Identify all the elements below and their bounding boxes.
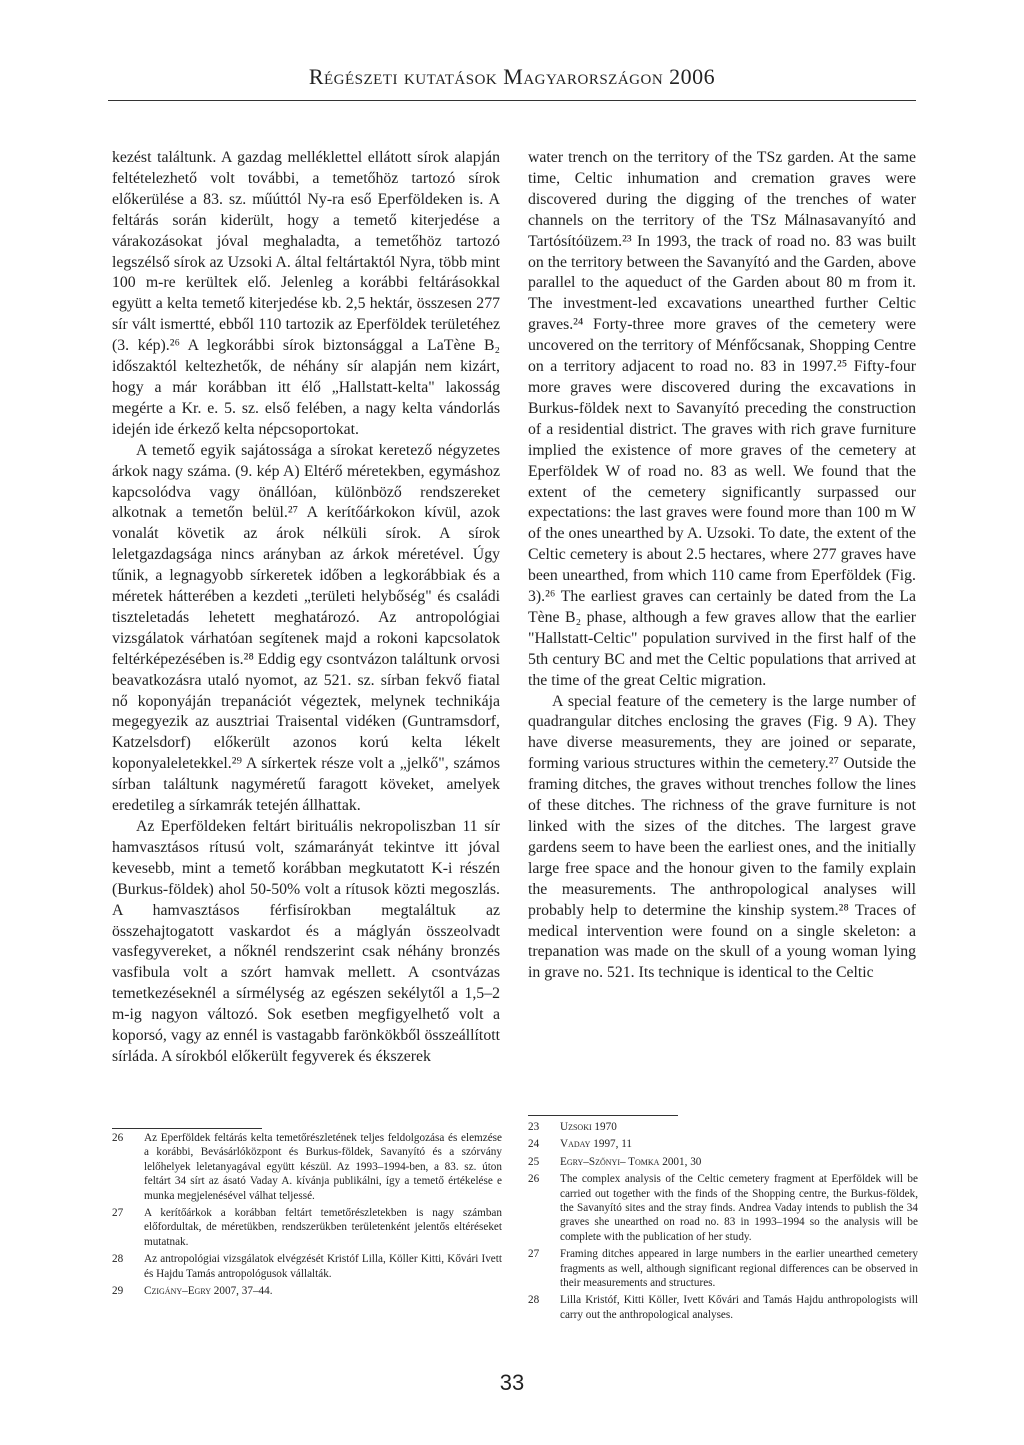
footnote-text: Vaday 1997, 11 <box>560 1138 632 1151</box>
paragraph: A temető egyik sajátossága a sírokat keretező négyzetes árkok nagy száma. (9. kép A) Eltérő méretekben, egymáshoz kapcsolódva vagy önállóan, különböző rendszereket alkotnak a temetőn belül.²⁷ A kerítőárkokon kívül, azok vonalát követik az árok nélküli sírok. A sírok leletgazdagsága nincs arányban az árkok méretével. Úgy tűnik, a legnagyobb sírkeretek időben a legkorábbiak és a méretek hátterében a kezdeti „területi helybőség" és családi tiszteletadás lehetett meghatározó. Az antropológiai vizsgálatok várhatóan segítenek majd a rokoni kapcsolatok feltérképezésében is.²⁸ Eddig egy csontvázon találtunk orvosi beavatkozásra utaló nyomot, az 521. sz. sírban fekvő fiatal nő koponyáján trepanációt végeztek, melynek technikája megegyezik az ausztriai Traisental vidéken (Guntramsdorf, Katzelsdorf) előkerült azonos korú kelta lékelt koponyaleletekkel.²⁹ A sírkertek része volt a „jelkő", számos sírban találtunk nagyméretű faragott köveket, amelyek eredetileg a sírkamrák tetején állhattak. <box>112 441 500 815</box>
footnote-number: 24 <box>528 1138 540 1151</box>
footnote-text: Lilla Kristóf, Kitti Köller, Ivett Kővári and Tamás Hajdu anthropologists will carry out the anthropological analyses. <box>560 1294 918 1321</box>
footnote-number: 27 <box>112 1207 124 1220</box>
footnote <box>112 1131 502 1203</box>
footnote-rule-right <box>528 1115 678 1116</box>
footnote <box>112 1252 502 1281</box>
footnote-text: Framing ditches appeared in large numbers in the earlier unearthed cemetery fragments as well, although significant regional differences can be observed in their measurements and structures. <box>560 1248 918 1290</box>
footnote <box>528 1155 918 1169</box>
page-number: 33 <box>499 1370 525 1395</box>
footnote-text: A kerítőárkok a korábban feltárt temetőrészletekben is nagy számban előfordultak, de méretükben, rendszerükben területenként jelentős eltéréseket mutatnak. <box>144 1207 502 1248</box>
running-header: Régészeti kutatások Magyarországon 2006 <box>308 64 716 89</box>
paragraph: Az Eperföldeken feltárt birituális nekropoliszban 11 sír hamvasztásos rítusú volt, számarányát tekintve itt jóval kevesebb, mint a temető korábban megkutatott K-i részén (Burkus-földek) ahol 50-50% volt a rítusok közti megoszlás. A hamvasztásos férfisírokban megtaláltuk az összehajtogatott vaskardot és a máglyán összeolvadt vasfegyvereket, a nőknél rendszerint csak néhány bronzés vasfibula volt a szórt hamvak mellett. A csontvázas temetkezéseknél a sírmélység az egészen sekélytől a 1,5–2 m-ig nagyon változó. Sok esetben megfigyelhető volt a koporsó, vagy az ennél is vastagabb farönkökből összeállított sírláda. A sírokból előkerült fegyverek és ékszerek <box>112 818 500 1065</box>
footnote-number: 28 <box>528 1294 540 1307</box>
footnote <box>528 1137 918 1151</box>
footnote-text: Az Eperföldek feltárás kelta temetőrészletének teljes feldolgozása és elemzése a korábbi, Bevásárlóközpont és Burkus-földek, Savanyító és a szórvány lelőhelyek leletanyagával együtt készül. Az 1993–1994-ben, a 83. sz. úton feltárt 34 sírt az ásató Vaday A. kívánja publikálni, így a temető értékelése e munka megjelenésével válhat teljessé. <box>144 1132 502 1202</box>
footnote <box>528 1247 918 1290</box>
footnote <box>528 1120 918 1134</box>
hungarian-text-column <box>112 148 500 1068</box>
footnote-number: 25 <box>528 1155 540 1168</box>
paragraph: A special feature of the cemetery is the large number of quadrangular ditches enclosing the graves (Fig. 9 A). They have diverse measurements, they are joined or separate, forming various structures within the cemetery.²⁷ Outside the framing ditches, the graves without trenches follow the lines of these ditches. The richness of the grave furniture is not linked with the sizes of the ditches. The largest grave gardens seem to have been the earliest ones, and the initially large free space and the honour given to the family explain the measurements. The anthropological analyses will probably help to determine the kinship system.²⁸ Traces of medical intervention were found on a single skeleton: a trepanation was made on the skull of a young woman lying in grave no. 521. Its technique is identical to the Celtic <box>528 692 916 982</box>
footnote-number: 29 <box>112 1285 124 1298</box>
footnote <box>528 1172 918 1244</box>
footnote-rule-left <box>112 1128 262 1129</box>
footnote <box>528 1293 918 1322</box>
footnote-number: 28 <box>112 1253 124 1266</box>
footnote-text: Czigány–Egry 2007, 37–44. <box>144 1285 273 1298</box>
paragraph: water trench on the territory of the TSz garden. At the same time, Celtic inhumation and cremation graves were discovered during the digging of the trenches of water channels on the territory of the TSz Málnasavanyító and Tartósítóüzem.²³ In 1993, the track of road no. 83 was built on the territory between the Savanyító and the Garden, above parallel to the aqueduct of the Garden about 80 m from it. The investment-led excavations unearthed further Celtic graves.²⁴ Forty-three more graves of the cemetery were uncovered on the territory of Ménfőcsanak, Shopping Centre on a territory adjacent to road no. 83 in 1997.²⁵ Fifty-four more graves were discovered during the excavations in Burkus-földek next to Savanyító preceding the construction of a residential district. The graves with rich grave furniture implied the existence of more graves of the cemetery at Eperföldek W of road no. 83 as well. We found that the extent of the cemetery significantly surpassed our expectations: the last graves were found more than 100 m W of the ones unearthed by A. Uzsoki. To date, the extent of the Celtic cemetery is about 2.5 hectares, where 277 graves have been unearthed, from which 110 came from Eperföldek (Fig. 3).²⁶ The earliest graves can certainly be dated from the La Tène B₂ phase, although a few graves allow that the earlier "Hallstatt-Celtic" population survived in the first half of the 5th century BC and met the Celtic populations that arrived at the time of the great Celtic migration. <box>528 149 916 689</box>
footnote-text: The complex analysis of the Celtic cemetery fragment at Eperföldek will be carried out together with the finds of the Shopping centre, the Burkus-földek, the Savanyító sites and the stray finds. Andrea Vaday intends to publish the 34 graves she unearthed on road no. 83 in 1993–1994 so the analysis will be complete with the publication of her study. <box>560 1173 918 1243</box>
footnote <box>112 1206 502 1249</box>
footnote-text: Uzsoki 1970 <box>560 1121 617 1133</box>
footnotes-right <box>528 1120 918 1325</box>
footnotes-left <box>112 1131 502 1301</box>
header-rule <box>108 100 916 101</box>
footnote <box>112 1284 502 1298</box>
footnote-number: 26 <box>528 1173 540 1186</box>
footnote-number: 27 <box>528 1248 540 1261</box>
footnote-text: Egry–Szőnyi– Tomka 2001, 30 <box>560 1155 702 1168</box>
english-text-column <box>528 148 916 984</box>
paragraph: kezést találtunk. A gazdag melléklettel ellátott sírok alapján feltételezhető volt további, a temetőhöz tartozó sírok előkerülése a 83. sz. műúttól Ny-ra eső Eperföldeken is. A feltárás során kiderült, hogy a temető kiterjedése a várakozásokat jóval meghaladta, a temetőhöz tartozó legszélső sírok az Uzsoki A. által feltártaktól Nyra, több mint 100 m-re kerültek elő. Jelenleg a korábbi feltárásokkal együtt a kelta temető kiterjedése kb. 2,5 hektár, összesen 277 sír vált ismertté, ebből 110 tartozik az Eperföldek területéhez (3. kép).²⁶ A legkorábbi sírok biztonsággal a LaTène B₂ időszaktól keltezhetők, de néhány sír alapján nem kizárt, hogy a már korábban itt élő „Hallstatt-kelta" lakosság megérte a Kr. e. 5. sz. első felében, a nagy kelta vándorlás idején ide érkező kelta népcsoportokat. <box>112 149 500 438</box>
footnote-number: 23 <box>528 1121 540 1133</box>
footnote-text: Az antropológiai vizsgálatok elvégzését Kristóf Lilla, Köller Kitti, Kővári Ivett és Hajdu Tamás antropológusok vállalták. <box>144 1253 502 1280</box>
footnote-number: 26 <box>112 1132 124 1144</box>
